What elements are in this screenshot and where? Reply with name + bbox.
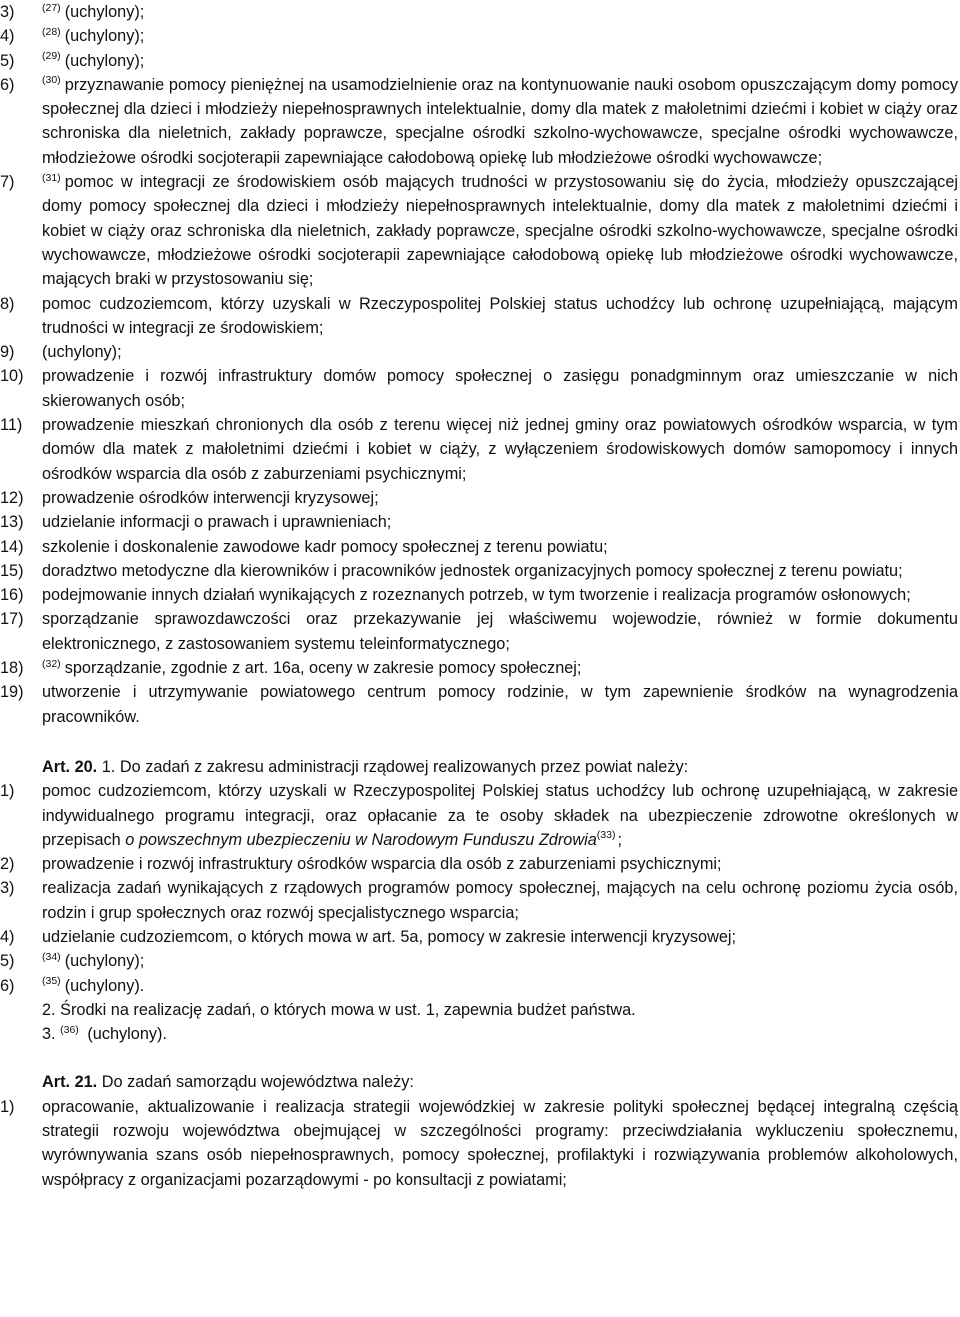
list-item-text [42,0,960,24]
list-item-number: 5) [0,51,15,70]
list-item-text [42,73,960,170]
list-item-number: 5) [0,952,15,971]
list-item-number: 11) [0,416,23,435]
list-item-body: pomoc w integracji ze środowiskiem osób mających trudności w przystosowaniu się do życia, młodzieży opuszczającej domy pomocy społecznej dla dzieci i młodzieży niepełnosprawnych intelektualnie, domy dla matek z małoletnimi dziećmi i kobiet w ciąży oraz schroniska dla nieletnich, zakłady poprawcze, specjalne ośrodki szkolno-wychowawcze, specjalne ośrodki wychowawcze, młodzieżowe ośrodki socjoterapii zapewniające całodobową opiekę lub młodzieżowe ośrodki wychowawcze, mających braki w przystosowaniu się; [42,173,958,289]
list-item-body: utworzenie i utrzymywanie powiatowego centrum pomocy rodzinie, w tym zapewnienie środków na wynagrodzenia pracowników. [42,683,958,726]
footnote-ref: (31) [42,171,61,184]
list-item-body: (uchylony); [64,3,145,21]
list-item [0,170,960,291]
list-item-body: szkolenie i doskonalenie zawodowe kadr pomocy społecznej z terenu powiatu; [42,537,608,556]
list-item-body: (uchylony); [42,343,122,362]
article-21-intro: Do zadań samorządu województwa należy: [101,1073,414,1092]
list-item-number: 14) [0,537,24,556]
footnote-ref: (36) [60,1023,79,1036]
list-item-body: prowadzenie mieszkań chronionych dla osób z terenu więcej niż jednej gminy oraz powiatowych ośrodków wsparcia, w tym domów dla matek z małoletnimi dziećmi i kobiet w ciąży, z wyłączeniem środowiskowych domów samopomocy i innych ośrodków wsparcia dla osób z zaburzeniami psychicznymi; [42,416,958,483]
list-item-body: pomoc cudzoziemcom, którzy uzyskali w Rzeczypospolitej Polskiej status uchodźcy lub ochronę uzupełniającą, mającym trudności w integracji ze środowiskiem; [42,294,958,337]
footnote-ref: (30) [42,74,61,87]
list-item [0,24,960,48]
list-item-text [42,49,960,73]
list-item [0,583,960,607]
list-item-body: udzielanie informacji o prawach i uprawnieniach; [42,513,392,532]
list-item-body: prowadzenie ośrodków interwencji kryzysowej; [42,488,379,507]
article-20-p3-text: (uchylony). [87,1025,167,1044]
law-title-italic: o powszechnym ubezpieczeniu w Narodowym Funduszu Zdrowia [125,830,597,849]
list-item-body: sporządzanie, zgodnie z art. 16a, oceny w zakresie pomocy społecznej; [64,659,582,678]
list-item-text [42,925,960,949]
list-item-number: 3) [0,3,15,21]
article-20-heading [0,755,960,779]
list-item-number: 7) [0,173,15,192]
list-item-number: 16) [0,586,24,605]
list-item-body: przyznawanie pomocy pieniężnej na usamodzielnienie oraz na kontynuowanie nauki osobom opuszczającym domy pomocy społecznej dla dzieci i młodzieży niepełnosprawnych intelektualnie, domy dla matek z małoletnimi dziećmi i kobiet w ciąży oraz schroniska dla nieletnich, zakłady poprawcze, specjalne ośrodki szkolno-wychowawcze, specjalne ośrodki wychowawcze, młodzieżowe ośrodki socjoterapii zapewniające całodobową opiekę lub młodzieżowe ośrodki wychowawcze; [42,75,958,167]
list-item-text [42,24,960,48]
article-21-heading [0,1070,960,1094]
footnote-ref: (35) [42,975,61,988]
article-20-label: Art. 20. [42,757,98,776]
list-item-body: (uchylony); [64,952,145,971]
list-item-body: doradztwo metodyczne dla kierowników i pracowników jednostek organizacyjnych pomocy społecznej z terenu powiatu; [42,561,903,580]
list-article-20 [0,779,960,998]
list-item-text [42,607,960,656]
list-item-text [42,1095,960,1192]
list-item-number: 4) [0,27,15,46]
list-item-number: 19) [0,683,24,702]
list-item [0,949,960,973]
list-item-text [42,876,960,925]
list-item-body: podejmowanie innych działań wynikających z rozeznanych potrzeb, w tym tworzenie i realizacja programów osłonowych; [42,586,911,605]
list-item-body: (uchylony); [64,51,145,70]
list-item-body: prowadzenie i rozwój infrastruktury domów pomocy społecznej o zasięgu ponadgminnym oraz umieszczanie w nich skierowanych osób; [42,367,958,410]
list-item-text [42,292,960,341]
list-item-text [42,949,960,973]
list-item-text [42,364,960,413]
list-item-text [42,510,960,534]
list-article-21 [0,1095,960,1192]
list-item-text [42,559,960,583]
list-item [0,852,960,876]
list-item [0,779,960,852]
list-item-body: prowadzenie i rozwój infrastruktury ośrodków wsparcia dla osób z zaburzeniami psychicznymi; [42,855,722,874]
list-item-text [42,340,960,364]
list-item-number: 18) [0,659,24,678]
list-item [0,73,960,170]
list-item-number: 8) [0,294,15,313]
list-item-text [42,583,960,607]
list-item-number: 3) [0,879,15,898]
list-item-number: 6) [0,976,15,995]
list-item [0,510,960,534]
list-item-number: 9) [0,343,15,362]
list-item [0,364,960,413]
list-item [0,340,960,364]
list-item-body: (uchylony). [64,976,145,995]
list-item-body: realizacja zadań wynikających z rządowych programów pomocy społecznej, mających na celu ochronę poziomu życia osób, rodzin i grup społecznych oraz rozwój specjalistycznego wsparcia; [42,879,958,922]
list-item [0,486,960,510]
list-item-number: 2) [0,855,15,874]
list-item [0,559,960,583]
list-item-text [42,413,960,486]
list-item [0,535,960,559]
list-item [0,1095,960,1192]
article-20-p3-num: 3. [42,1025,56,1044]
list-item-text [42,974,960,998]
list-item-number: 15) [0,561,24,580]
list-item [0,49,960,73]
list-item-text [42,170,960,291]
footnote-ref: (32) [42,657,61,670]
article-20-intro: Do zadań z zakresu administracji rządowej realizowanych przez powiat należy: [119,757,689,776]
list-item-body: pomoc cudzoziemcom, którzy uzyskali w Rzeczypospolitej Polskiej status uchodźcy lub ochronę uzupełniającą, w zakresie indywidualnego programu integracji, oraz opłacanie za te osoby składek na ubezpieczenie zdrowotne określonych w przepisach [42,782,958,849]
article-20-para: 1. [101,757,116,776]
list-item [0,292,960,341]
list-item [0,413,960,486]
list-item-text [42,852,960,876]
list-item [0,925,960,949]
article-20-p2-text: 2. Środki na realizację zadań, o których mowa w ust. 1, zapewnia budżet państwa. [42,1000,636,1019]
footnote-ref: (33) [596,829,616,842]
list-item-number: 13) [0,513,24,532]
list-item-text [42,656,960,680]
list-item [0,0,960,24]
footnote-ref: (28) [42,25,61,38]
article-21-label: Art. 21. [42,1073,98,1092]
list-item-text [42,535,960,559]
list-item-body: udzielanie cudzoziemcom, o których mowa w art. 5a, pomocy w zakresie interwencji kryzysowej; [42,927,737,946]
footnote-ref: (34) [42,950,61,963]
footnote-ref: (27) [42,1,61,14]
list-item-tail: ; [617,830,622,849]
list-item-body: sporządzanie sprawozdawczości oraz przekazywanie jej właściwemu wojewodzie, również w formie dokumentu elektronicznego, z zastosowaniem systemu teleinformatycznego; [42,610,958,653]
list-item-text [42,486,960,510]
article-20-paragraph-3 [0,1022,960,1046]
list-item [0,607,960,656]
footnote-ref: (29) [42,50,61,63]
list-item-number: 12) [0,488,24,507]
list-item [0,680,960,729]
list-item-body: (uchylony); [64,27,145,46]
list-item-number: 6) [0,75,15,94]
article-20-paragraph-2 [0,998,960,1022]
list-item [0,656,960,680]
list-item-number: 10) [0,367,24,386]
list-item-number: 1) [0,782,15,801]
list-item-body: opracowanie, aktualizowanie i realizacja strategii wojewódzkiej w zakresie polityki społecznej będącej integralną częścią strategii rozwoju województwa obejmującej w szczególności programy: przeciwdziałania wykluczeniu społecznemu, wyrównywania szans osób niepełnosprawnych, pomocy społecznej, profilaktyki i rozwiązywania problemów alkoholowych, współpracy z organizacjami pozarządowymi - po konsultacji z powiatami; [42,1097,958,1189]
list-item [0,876,960,925]
list-item-number: 4) [0,927,15,946]
list-item-text [42,680,960,729]
list-item-number: 1) [0,1097,15,1116]
list-item-number: 17) [0,610,24,629]
list-item [0,974,960,998]
list-item-text [42,779,960,852]
